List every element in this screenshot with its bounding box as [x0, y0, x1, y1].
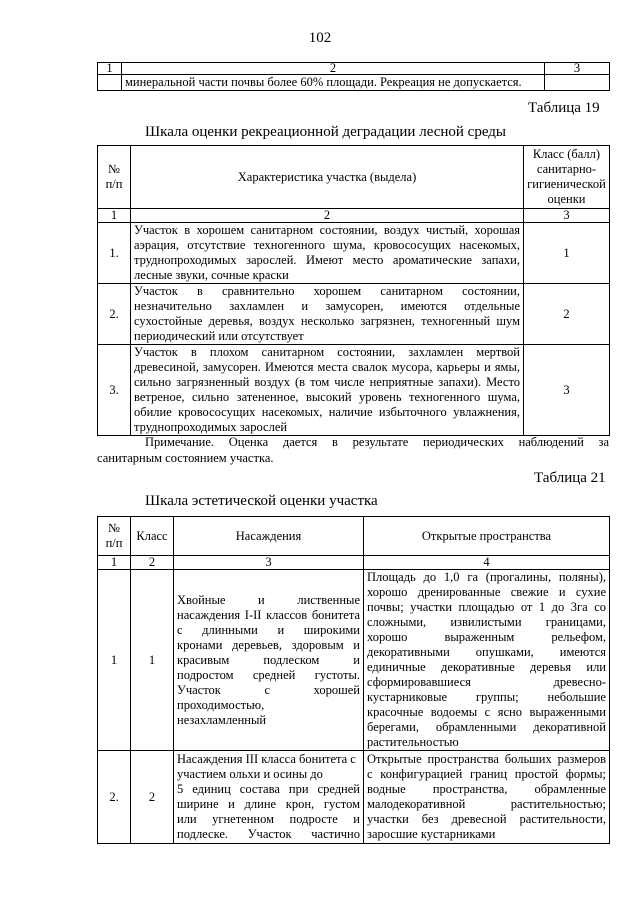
- text-line: Хвойные и лиственные: [177, 592, 360, 607]
- continuation-table: [97, 62, 610, 91]
- table-header-row: [98, 146, 610, 209]
- row-number: 1: [98, 570, 131, 751]
- table-row: [98, 570, 610, 751]
- row-open-spaces: [364, 570, 610, 751]
- row-characteristic: [131, 284, 524, 345]
- row-number: 2.: [98, 284, 131, 345]
- text-line: участием ольхи и осины до: [177, 767, 323, 781]
- header-characteristic: Характеристика участка (выдела): [131, 146, 524, 209]
- row-score: 3: [524, 345, 610, 436]
- header-plantings: Насаждения: [174, 517, 364, 556]
- text-line: 5 единиц состава при средней: [177, 782, 360, 796]
- row-plantings: [174, 570, 364, 751]
- row-score: 2: [524, 284, 610, 345]
- row-plantings: [174, 751, 364, 844]
- table21: [97, 516, 610, 844]
- text-line: Участок в плохом санитарном состоянии, захламлен мертвой: [134, 345, 520, 359]
- text-line: ширине и длине крон, густом: [177, 797, 360, 811]
- text-line: насаждения I-II классов бонитета: [177, 607, 360, 622]
- table19-note: Примечание. Оценка дается в результате периодических наблюдений за: [145, 435, 609, 449]
- header-class: Класс: [131, 517, 174, 556]
- header-num: [98, 146, 131, 209]
- text-line: с конфигурацией границ простой формы;: [367, 767, 606, 781]
- text-line: труднопроходимых зарослей: [134, 420, 288, 434]
- row-characteristic: [131, 345, 524, 436]
- header-open-spaces: Открытые пространства: [364, 517, 610, 556]
- text-line: лесные звуки, сочные краски: [134, 268, 289, 282]
- text-line: периодический или отсутствует: [134, 329, 304, 343]
- text-line: ветреное, сильно затененное, высокий уровень техногенного шума,: [134, 390, 520, 404]
- table-row: [98, 751, 610, 844]
- text-line: красивым подлеском и: [177, 652, 360, 667]
- row-number: 3.: [98, 345, 131, 436]
- col-number-cell: 1: [98, 556, 131, 570]
- header-line: п/п: [105, 177, 123, 191]
- col-number-cell: 2: [131, 556, 174, 570]
- table-row: [98, 284, 610, 345]
- text-line: сформировавшиеся древесно-: [367, 675, 606, 689]
- header-line: №: [108, 521, 120, 535]
- text-line: Открытые пространства больших размеров: [367, 752, 606, 766]
- text-line: сильно загрязненный воздух (в том числе неприятные запахи). Место: [134, 375, 520, 389]
- col-number-row: [98, 556, 610, 570]
- header-line: Класс (балл): [532, 147, 601, 161]
- page-number: 102: [308, 30, 332, 46]
- table19-label: Таблица 19: [528, 100, 600, 116]
- text-line: кустарниковые группы; небольшие: [367, 690, 606, 704]
- header-line: оценки: [547, 192, 586, 206]
- text-line: обилие кровососущих насекомых, наличие избыточного увлажнения,: [134, 405, 520, 419]
- table21-label: Таблица 21: [534, 470, 606, 486]
- text-line: труднопроходимых зарослей. Имеют место ароматические запахи,: [134, 253, 520, 267]
- col-number-cell: 4: [364, 556, 610, 570]
- header-line: санитарно-: [536, 162, 597, 176]
- text-line: проходимостью,: [177, 697, 265, 712]
- text-line: Участок в сравнительно хорошем санитарном состоянии,: [134, 284, 520, 298]
- text-line: Площадь до 1,0 га (прогалины, поляны),: [367, 570, 606, 584]
- text-line: древесиной, замусорен. Имеются места свалок мусора, карьеры и ямы,: [134, 360, 520, 374]
- table-row: [98, 63, 610, 75]
- text-line: с длинными и широкими: [177, 622, 360, 637]
- text-line: сложными, извилистыми границами,: [367, 615, 606, 629]
- col-number-cell: 3: [524, 209, 610, 223]
- text-line: сухостойные деревья, воздух несколько загрязнен, техногенный шум: [134, 314, 520, 328]
- row-open-spaces: [364, 751, 610, 844]
- header-line: №: [108, 162, 120, 176]
- text-line: участки без древесной растительности,: [367, 812, 606, 826]
- text-line: незначительно захламлен и замусорен, имеются отдельные: [134, 299, 520, 313]
- text-line: малодекоративной растительностью;: [367, 797, 606, 811]
- empty-cell: [98, 75, 122, 91]
- text-line: Участок в хорошем санитарном состоянии, воздух чистый, хорошая: [134, 223, 520, 237]
- table19-note: санитарным состоянием участка.: [97, 451, 274, 465]
- text-line: растительностью: [367, 735, 459, 749]
- continuation-text: минеральной части почвы более 60% площади. Рекреация не допускается.: [122, 75, 545, 91]
- table19: [97, 145, 610, 436]
- header-line: гигиенической: [527, 177, 606, 191]
- table-row: [98, 75, 610, 91]
- table-row: [98, 223, 610, 284]
- text-line: заросшие кустарниками: [367, 827, 496, 841]
- text-line: Насаждения III класса бонитета с: [177, 752, 356, 766]
- text-line: подростом средней густоты.: [177, 667, 360, 682]
- text-line: или угнетенном подросте и: [177, 812, 360, 826]
- text-line: аэрация, отсутствие техногенного шума, кровососущих насекомых,: [134, 238, 520, 252]
- text-line: Участок с хорошей: [177, 682, 360, 697]
- text-line: хорошо выраженным рельефом,: [367, 630, 606, 644]
- row-characteristic: [131, 223, 524, 284]
- col-number-cell: 2: [131, 209, 524, 223]
- row-class: 1: [131, 570, 174, 751]
- col-number-cell: 1: [98, 63, 122, 75]
- text-line: единичные декоративные деревья или: [367, 660, 606, 674]
- text-line: водные пространства, обрамленные: [367, 782, 606, 796]
- col-number-cell: 3: [174, 556, 364, 570]
- empty-cell: [545, 75, 610, 91]
- text-line: незахламленный: [177, 712, 267, 727]
- text-line: кронами деревьев, здоровым и: [177, 637, 360, 652]
- col-number-cell: 2: [122, 63, 545, 75]
- table-row: [98, 345, 610, 436]
- col-number-cell: 3: [545, 63, 610, 75]
- row-number: 2.: [98, 751, 131, 844]
- header-line: п/п: [105, 536, 123, 550]
- header-class: [524, 146, 610, 209]
- col-number-row: [98, 209, 610, 223]
- text-line: хорошо дренированные свежие и сухие: [367, 585, 606, 599]
- text-line: декоративными опушками, имеются: [367, 645, 606, 659]
- table21-title: Шкала эстетической оценки участка: [145, 493, 378, 509]
- text-line: берегами, обрамленными декоративной: [367, 720, 606, 734]
- row-number: 1.: [98, 223, 131, 284]
- text-line: красочные водоемы с ясно выраженными: [367, 705, 606, 719]
- col-number-cell: 1: [98, 209, 131, 223]
- table-header-row: [98, 517, 610, 556]
- row-class: 2: [131, 751, 174, 844]
- row-score: 1: [524, 223, 610, 284]
- text-line: подлеске. Участок частично: [177, 827, 360, 841]
- header-num: [98, 517, 131, 556]
- table19-title: Шкала оценки рекреационной деградации лесной среды: [145, 124, 507, 140]
- text-line: почвы; участки площадью от 1 до 3га со: [367, 600, 606, 614]
